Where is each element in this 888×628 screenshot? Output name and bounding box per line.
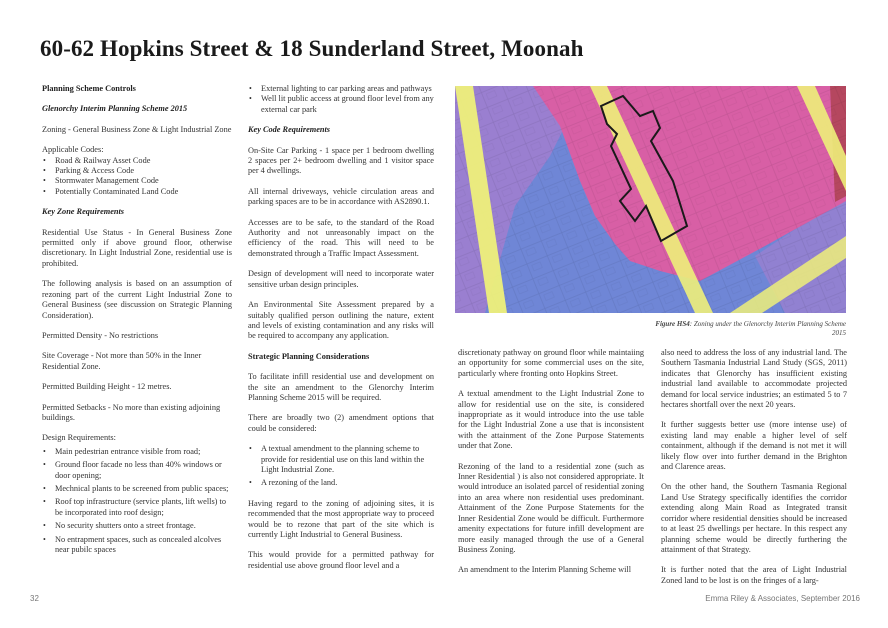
figure-caption [640,320,846,338]
water-text: Design of development will need to incorporate water sensitive urban design principles. [248,269,434,289]
column-3 [458,348,644,586]
zoning-map [455,86,846,313]
zoning-text: Zoning - General Business Zone & Light Industrial Zone [42,124,232,134]
list-item: • Stormwater Management Code [42,176,232,186]
list-item: • External lighting to car parking areas and pathways [248,84,434,94]
facilitate-text: To facilitate infill residential use and development on the site an amendment to the Glenorchy Interim Planning Scheme 2015 will be required. [248,372,434,402]
footer-credit: Emma Riley & Associates, September 2016 [705,594,860,603]
heading-planning-controls: Planning Scheme Controls [42,84,136,93]
list-item: • Roof top infrastructure (service plants, lift wells) to be incorporated into roof design; [42,497,232,518]
list-item: • No security shutters onto a street frontage. [42,521,232,531]
coverage-text: Site Coverage - Not more than 50% in the Inner Residential Zone. [42,351,202,371]
design-label: Design Requirements: [42,433,116,443]
provide-text: This would provide for a permitted pathway for residential use above ground floor level and a [248,550,434,570]
access-text: Accesses are to be safe, to the standard of the Road Authority and not unreasonably impact on the efficiency of the road. This will need to be demonstrated through a Traffic Impact Assessment. [248,217,434,258]
residential-use-text: Residential Use Status - In General Business Zone permitted only if above ground floor, otherwise discretionary. In Light Industrial Zone, residential use is prohibited. [42,227,232,268]
esa-text: An Environmental Site Assessment prepared by a suitably qualified person outlining the nature, extent and levels of existing contamination and any risks will be required to accompany any application. [248,300,434,341]
amendment-text: An amendment to the Interim Planning Scheme will [458,565,632,575]
heading-scheme: Glenorchy Interim Planning Scheme 2015 [42,104,188,114]
textual-amendment-text: A textual amendment to the Light Industrial Zone to allow for residential use on the site, is considered inappropriate as it would introduce into the use table for the Light Industrial Zone a use that is inconsistent with the attainment of the Zone Purpose Statements under that Zone. [458,389,644,451]
setbacks-text: Permitted Setbacks - No more than existing adjoining buildings. [42,402,221,422]
column-4 [661,348,847,596]
list-item: • No entrapment spaces, such as concealed alcolves near pubilc spaces [42,535,232,556]
pathway-text: discretionaty pathway on ground floor while maintaiing an opportunity for some commercial uses on the site, particularly where fronting onto Hopkins Street. [458,348,644,378]
adjoining-text: Having regard to the zoning of adjoining sites, it is recommended that the most appropriate way to proceed would be to rezone that part of the site which is currently Light Industrial to General Business. [248,498,434,539]
list-item: • Mechnical plants to be screened from public spaces; [42,484,232,494]
page-number: 32 [30,594,39,603]
driveways-text: All internal driveways, vehicle circulation areas and parking spaces are to be in accordance with AS2890.1. [248,186,434,207]
heading-strategic: Strategic Planning Considerations [248,351,370,361]
column-1 [42,84,232,565]
rezoning-text: Rezoning of the land to a residential zone (such as Inner Residential ) is also not considered appropriate. It would introduce an isolated parcel of residential zoning into an area where non residential uses predominant. Attainment of the Zone Purpose Statements for the Inner Residential Zone would be difficult. Furthermore amenity expectations for future infill development are more easily managed through the use of a General Business Zoning. [458,461,644,554]
industrial-land-text: also need to address the loss of any industrial land. The Southern Tasmania Industrial Land Study (SGS, 2011) indicates that Glenorchy has insufficient existing industrial land available to accommodate projected demand for local service industries; an estimated 5 to 7 hectares shortfall over the next 20 years. [661,348,847,410]
fringe-text: It is further noted that the area of Light Industrial Zoned land to be lost is on the fringes of a larg- [661,565,847,585]
page-title: 60-62 Hopkins Street & 18 Sunderland Street, Moonah [40,36,584,61]
list-item: • Parking & Access Code [42,166,232,176]
options-list [248,444,434,489]
lighting-list [248,84,434,115]
list-item: • Road & Railway Asset Code [42,156,232,166]
list-item: • Well lit public access at ground floor level from any external car park [248,94,434,115]
list-item: • Main pedestrian entrance visible from road; [42,447,232,457]
heading-key-zone: Key Zone Requirements [42,207,125,217]
density-text: Permitted Density - No restrictions [42,330,159,340]
list-item: • Ground floor facade no less than 40% windows or door opening; [42,460,232,481]
better-use-text: It further suggests better use (more intense use) of existing land may enable a higher level of self containment, although if the demand is not met it will likely flow over into further demand in the Brighton and Clarence areas. [661,420,847,472]
strategy-text: On the other hand, the Southern Tasmania Regional Land Use Strategy specifically identifies the corridor extending along Main Road as Integrated transit corridor where residential densities should be increased to at least 25 dwellings per hectare. In this respect any planning scheme would be directly furthering the attainment of that Strategy. [661,482,847,554]
height-text: Permitted Building Height - 12 metres. [42,382,172,392]
parking-text: On-Site Car Parking - 1 space per 1 bedroom dwelling 2 spaces per 2+ bedroom dwelling and 1 visitor space per 4 dwellings. [248,145,434,176]
codes-list [42,156,232,198]
figure-label: Figure HS4 [655,320,690,328]
heading-key-code: Key Code Requirements [248,125,331,135]
list-item: • A textual amendment to the planning scheme to provide for residential use on this land within the Light Industrial Zone. [248,444,434,475]
figure-caption-text: : Zoning under the Glenorchy Interim Planning Scheme 2015 [689,320,846,337]
zoning-map-graphic [455,86,846,313]
list-item: • A rezoning of the land. [248,478,434,488]
column-2 [248,84,434,581]
design-list [42,447,232,556]
list-item: • Potentially Contaminated Land Code [42,187,232,197]
codes-label: Applicable Codes: [42,145,104,155]
analysis-text: The following analysis is based on an assumption of rezoning part of the current Light Industrial Zone to General Business (see discussion on Strategic Planning Consideration). [42,279,232,320]
options-intro-text: There are broadly two (2) amendment options that could be considered: [248,413,434,433]
